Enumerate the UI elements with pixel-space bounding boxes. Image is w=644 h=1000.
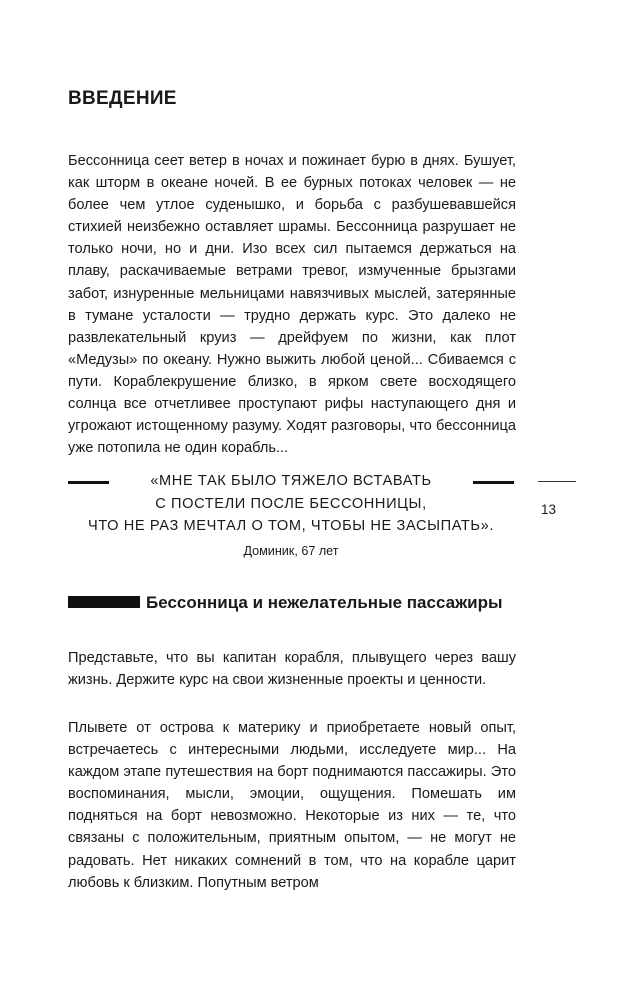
quote-line: ЧТО НЕ РАЗ МЕЧТАЛ О ТОМ, ЧТОБЫ НЕ ЗАСЫПАТЬ». — [88, 518, 494, 534]
quote-line: «МНЕ ТАК БЫЛО ТЯЖЕЛО ВСТАВАТЬ — [150, 473, 432, 489]
pull-quote — [68, 470, 514, 538]
quote-line: С ПОСТЕЛИ ПОСЛЕ БЕССОННИЦЫ, — [155, 495, 427, 512]
chapter-title: ВВЕДЕНИЕ — [68, 88, 177, 109]
paragraph-captain: Представьте, что вы капитан корабля, плывущего через вашу жизнь. Держите курс на свои жизненные проекты и ценности. — [68, 650, 516, 689]
paragraph-passengers: Плывете от острова к материку и приобретаете новый опыт, встречаетесь с интересными людьми, исследуете мир... На каждом этапе путешествия на борт поднимаются пассажиры. Это воспоминания, мысли, эмоции, ощущения. Помешать им подняться на борт невозможно. Некоторые из них — те, что связаны с положительным, приятным опытом, — не могут не радовать. Нет никаких сомнений в том, что на корабле царит любовь к близким. Попутным ветром — [68, 720, 516, 891]
section-subheading — [68, 592, 508, 614]
paragraph-intro: Бессонница сеет ветер в ночах и пожинает бурю в днях. Бушует, как шторм в океане ночей. В ее бурных потоках человек — не более чем утлое суденышко, и борьба с разбушевавшейся стихией неизбежно оставляет шрамы. Бессонница разрушает не только ночи, но и дни. Изо всех сил пытаемся держаться на плаву, раскачиваемые ветрами тревог, измученные брызгами забот, изнуренные мельницами навязчивых мыслей, затерянные в тумане усталости — трудно держать курс. Это далеко не развлекательный круиз — дрейфуем по жизни, как плот «Медузы» по океану. Нужно выжить любой ценой... Сбиваемся с пути. Кораблекрушение близко, в ярком свете восходящего солнца все отчетливее проступают рифы наступающего дня и угрожают истощенному разуму. Ходят разговоры, что бессонница уже потопила не один корабль... — [68, 153, 516, 457]
page-number: 13 — [541, 502, 557, 517]
quote-author: Доминик, 67 лет — [243, 544, 339, 558]
page-number-rule — [538, 481, 576, 482]
subheading-bar — [68, 596, 140, 608]
subheading-text: Бессонница и нежелательные пассажиры — [146, 593, 503, 612]
